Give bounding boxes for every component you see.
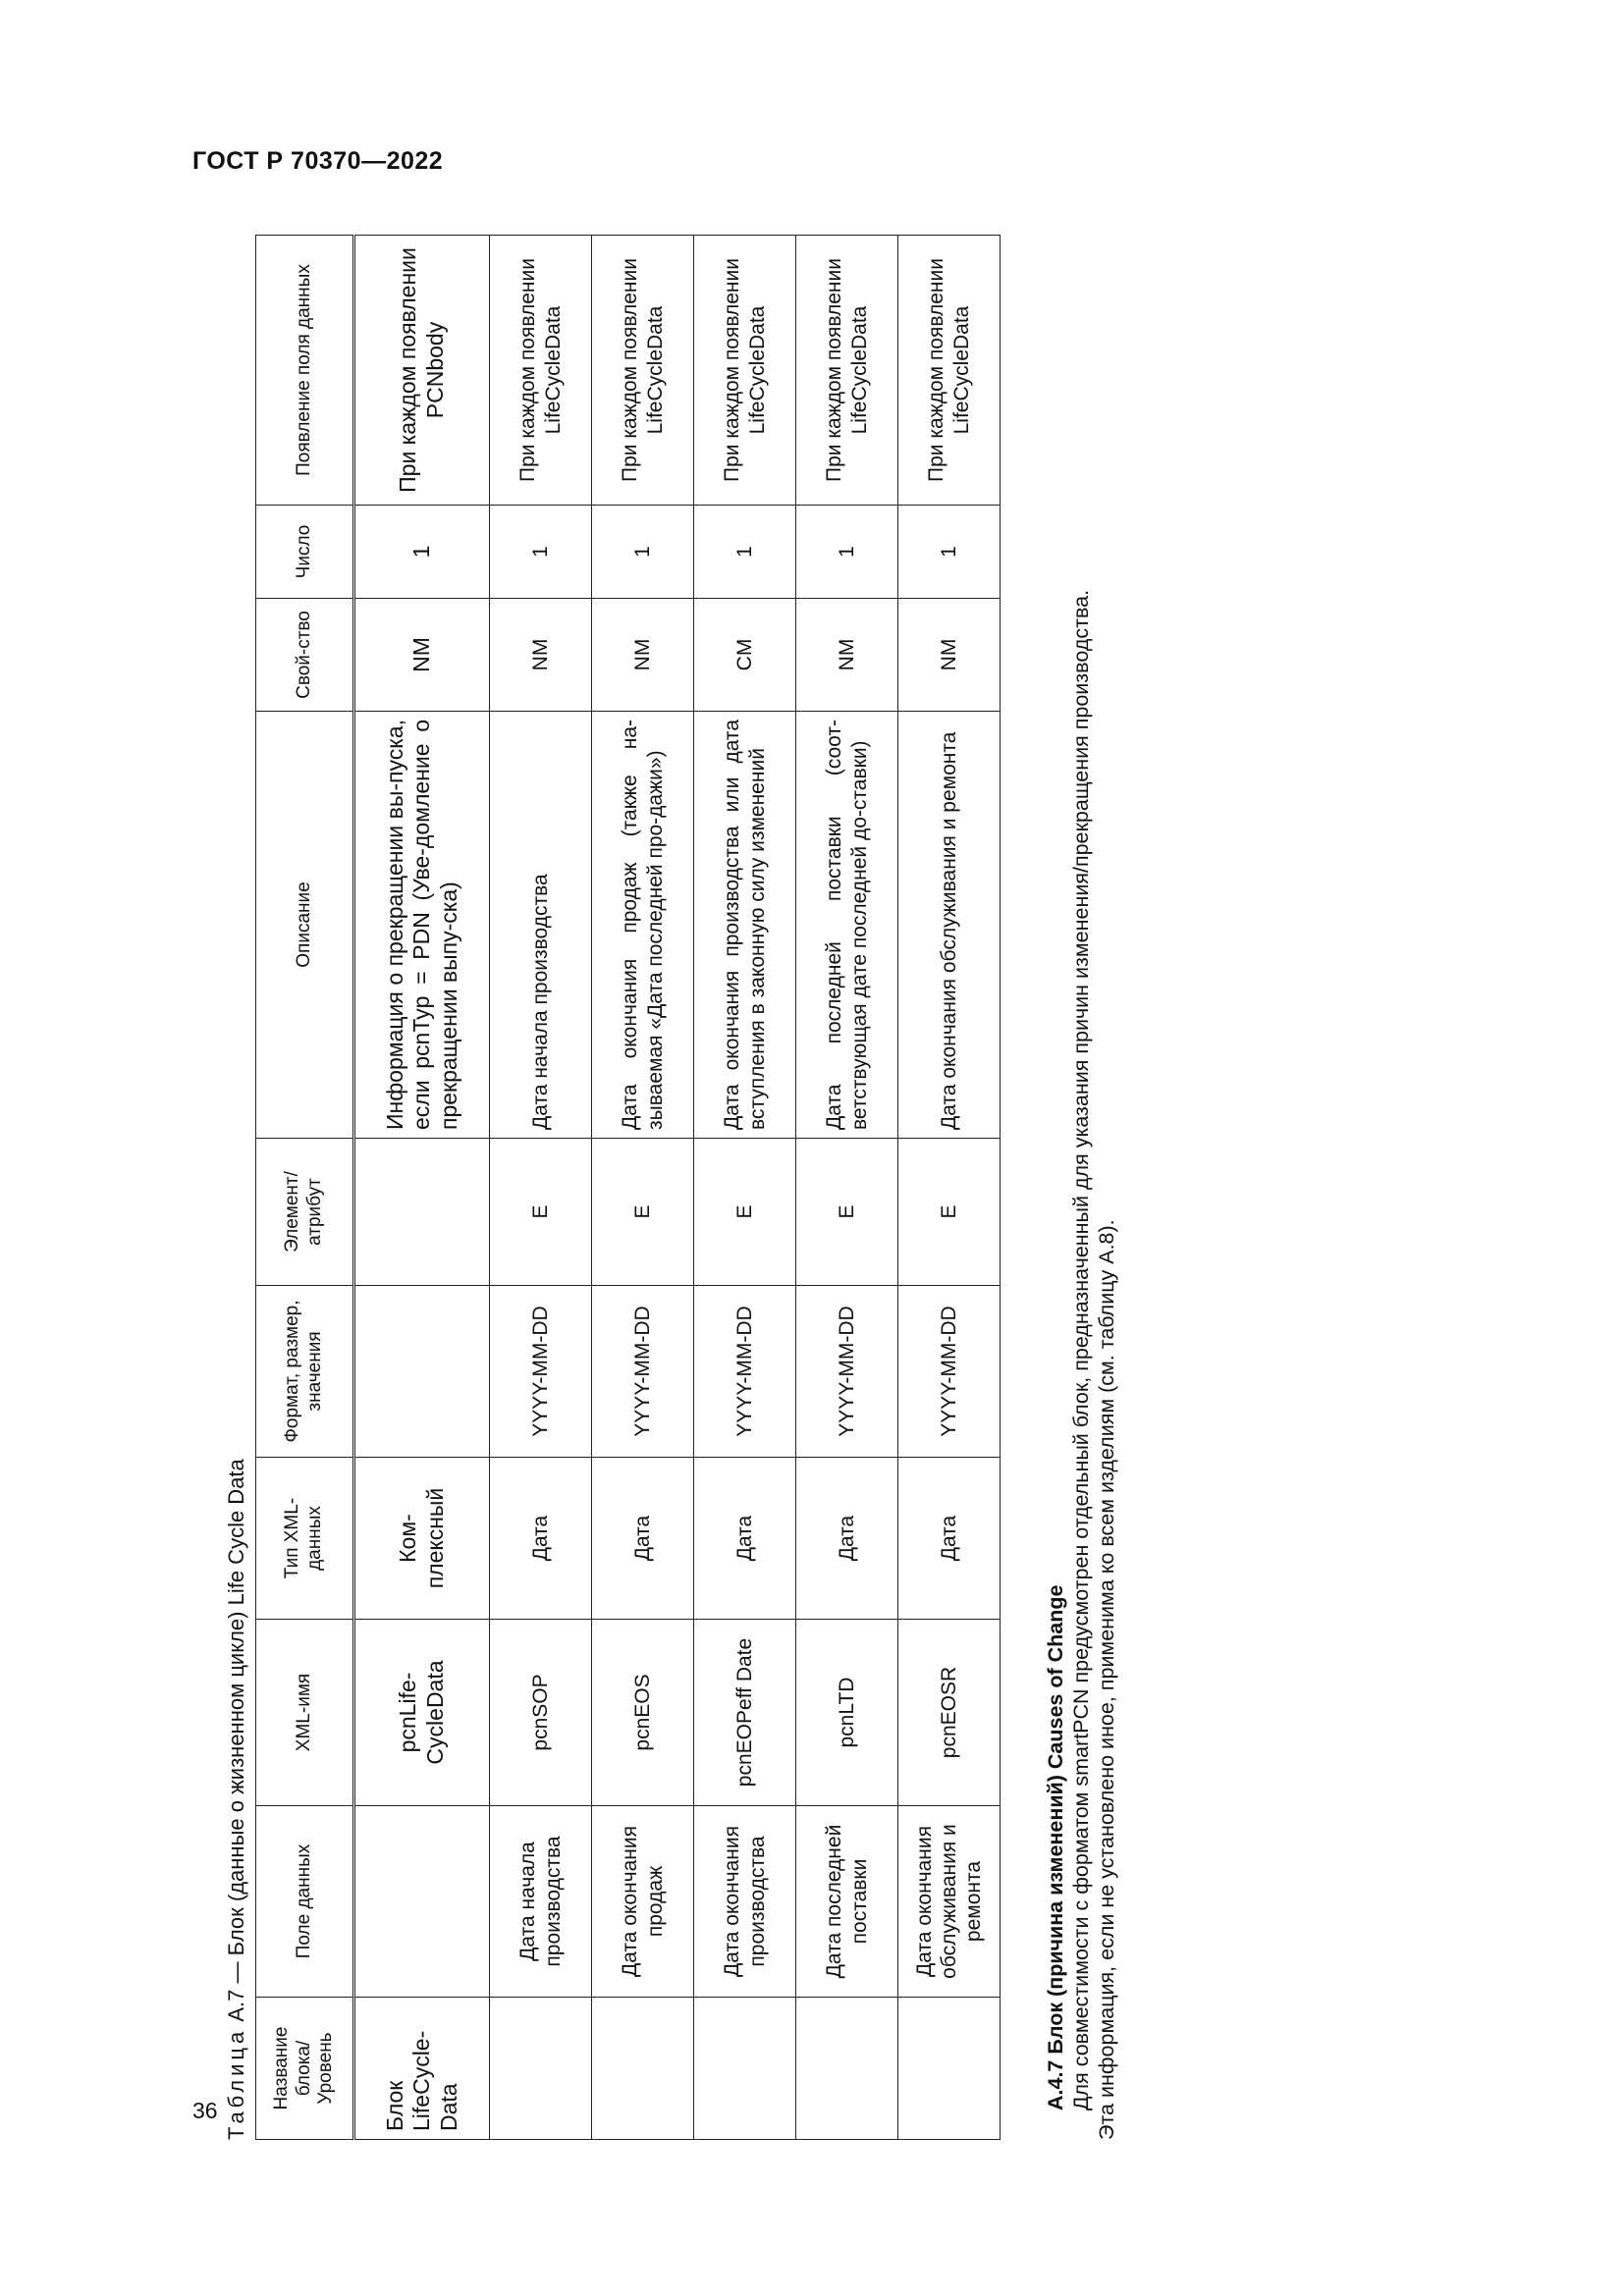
cell-count: 1 (898, 506, 1001, 599)
table-caption-title: А.7 — Блок (данные о жизненном цикле) Life Cycle Data (224, 1459, 248, 2028)
cell-field (354, 1806, 490, 1998)
table-caption (222, 1459, 251, 2140)
cell-format (354, 1286, 490, 1458)
col-header-description: Описание (256, 712, 354, 1139)
col-header-xml-type: Тип XML-данных (256, 1458, 354, 1620)
section-causes-of-change (1043, 236, 1119, 2140)
cell-count: 1 (490, 506, 592, 599)
cell-format: YYYY-MM-DD (796, 1286, 898, 1458)
cell-format: YYYY-MM-DD (592, 1286, 694, 1458)
cell-count: 1 (694, 506, 796, 599)
cell-xml-type: Дата (898, 1458, 1001, 1620)
cell-field: Дата начала производства (490, 1806, 592, 1998)
cell-xml-name: pcnEOPeff Date (694, 1620, 796, 1806)
cell-element: E (898, 1139, 1001, 1286)
rotated-content (222, 187, 1118, 2140)
cell-block (592, 1998, 694, 2140)
table-row (898, 236, 1001, 2140)
cell-xml-type: Дата (490, 1458, 592, 1620)
cell-property: NM (796, 599, 898, 712)
col-header-xml-name: XML-имя (256, 1620, 354, 1806)
cell-xml-name: pcnSOP (490, 1620, 592, 1806)
cell-description: Информация о прекращении вы-пуска, если pcnTyp = PDN (Уве-домление о прекращении выпу-ска) (354, 712, 490, 1139)
cell-block (694, 1998, 796, 2140)
life-cycle-data-table (255, 235, 1001, 2140)
section-paragraph: Для совместимости с форматом smartPCN предусмотрен отдельный блок, предназначенный для указания причин изменения/прекращения производства. (1069, 589, 1093, 2110)
cell-description: Дата начала производства (490, 712, 592, 1139)
cell-occurrence: При каждом появлении LifeCycleData (592, 236, 694, 506)
col-header-field: Поле данных (256, 1806, 354, 1998)
col-header-property: Свой-ство (256, 599, 354, 712)
cell-description: Дата окончания обслуживания и ремонта (898, 712, 1001, 1139)
cell-element: E (592, 1139, 694, 1286)
cell-format: YYYY-MM-DD (490, 1286, 592, 1458)
cell-description: Дата окончания продаж (также на-зываемая «Дата последней про-дажи») (592, 712, 694, 1139)
table-row (490, 236, 592, 2140)
col-header-count: Число (256, 506, 354, 599)
col-header-block: Название блока/ Уровень (256, 1998, 354, 2140)
cell-property: NM (592, 599, 694, 712)
cell-xml-name: pcnLife-CycleData (354, 1620, 490, 1806)
cell-occurrence: При каждом появлении LifeCycleData (490, 236, 592, 506)
cell-element: E (694, 1139, 796, 1286)
cell-block (796, 1998, 898, 2140)
cell-xml-type: Ком-плексный (354, 1458, 490, 1620)
section-paragraph: Эта информация, если не установлено иное, применима ко всем изделиям (см. таблицу А.8). (1095, 1219, 1118, 2140)
table-row (592, 236, 694, 2140)
cell-element (354, 1139, 490, 1286)
cell-occurrence: При каждом появлении LifeCycleData (898, 236, 1001, 506)
cell-field: Дата окончания продаж (592, 1806, 694, 1998)
cell-xml-name: pcnEOSR (898, 1620, 1001, 1806)
cell-xml-type: Дата (796, 1458, 898, 1620)
cell-count: 1 (796, 506, 898, 599)
table-header-row (256, 236, 354, 2140)
cell-format: YYYY-MM-DD (898, 1286, 1001, 1458)
cell-occurrence: При каждом появлении LifeCycleData (694, 236, 796, 506)
page-number: 36 (192, 2098, 218, 2123)
standard-header: ГОСТ Р 70370—2022 (192, 147, 444, 175)
table-row (796, 236, 898, 2140)
table-row (354, 236, 490, 2140)
cell-count: 1 (354, 506, 490, 599)
cell-xml-type: Дата (592, 1458, 694, 1620)
cell-xml-name: pcnLTD (796, 1620, 898, 1806)
cell-property: NM (898, 599, 1001, 712)
cell-occurrence: При каждом появлении PCNbody (354, 236, 490, 506)
cell-occurrence: При каждом появлении LifeCycleData (796, 236, 898, 506)
cell-block (490, 1998, 592, 2140)
cell-property: NM (490, 599, 592, 712)
cell-field: Дата последней поставки (796, 1806, 898, 1998)
cell-xml-name: pcnEOS (592, 1620, 694, 1806)
cell-property: CM (694, 599, 796, 712)
cell-property: NM (354, 599, 490, 712)
cell-xml-type: Дата (694, 1458, 796, 1620)
section-heading: А.4.7 Блок (причина изменений) Causes of Change (1044, 1584, 1067, 2110)
cell-field: Дата окончания производства (694, 1806, 796, 1998)
cell-field: Дата окончания обслуживания и ремонта (898, 1806, 1001, 1998)
table-caption-prefix: Таблица (224, 2027, 248, 2140)
col-header-format: Формат, размер, значения (256, 1286, 354, 1458)
cell-block: Блок LifeCycle-Data (354, 1998, 490, 2140)
cell-element: E (796, 1139, 898, 1286)
cell-format: YYYY-MM-DD (694, 1286, 796, 1458)
col-header-occurrence: Появление поля данных (256, 236, 354, 506)
cell-block (898, 1998, 1001, 2140)
cell-element: E (490, 1139, 592, 1286)
cell-description: Дата окончания производства или дата вступления в законную силу изменений (694, 712, 796, 1139)
cell-description: Дата последней поставки (соот-ветствующая дате последней до-ставки) (796, 712, 898, 1139)
col-header-element: Элемент/ атрибут (256, 1139, 354, 1286)
table-row (694, 236, 796, 2140)
cell-count: 1 (592, 506, 694, 599)
